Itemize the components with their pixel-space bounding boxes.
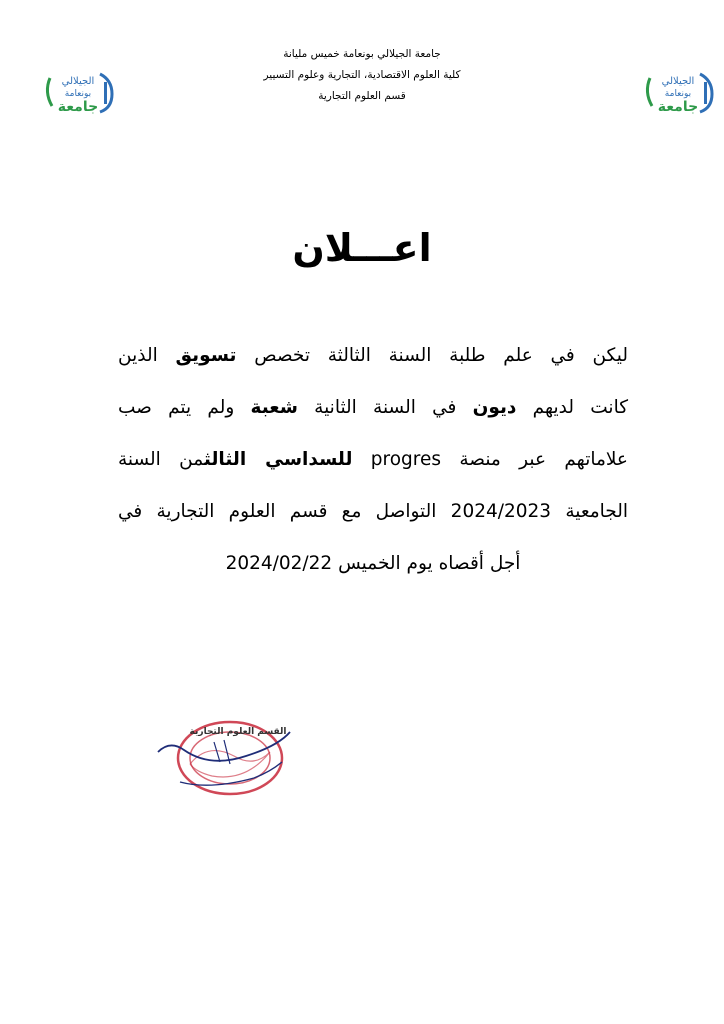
body-line-4: الجامعية 2024/2023 التواصل مع قسم العلوم التجارية في xyxy=(118,501,629,522)
svg-text:بونعامة: بونعامة xyxy=(64,89,92,99)
svg-text:الجيلالي: الجيلالي xyxy=(661,76,695,87)
body-line-5: أجل أقصاه يوم الخميس 2024/02/22 xyxy=(225,553,521,574)
svg-text:جامعة: جامعة xyxy=(57,99,99,115)
university-logo-right xyxy=(638,68,716,116)
department-name: قسم العلوم التجارية xyxy=(318,90,406,102)
svg-text:الجيلالي: الجيلالي xyxy=(61,76,95,87)
announcement-body xyxy=(118,330,628,590)
faculty-name: كلية العلوم الاقتصادية، التجارية وعلوم التسيير xyxy=(263,69,461,81)
department-stamp xyxy=(150,712,300,808)
body-line-2: كانت لديهم ديون في السنة الثانية شعبة ولم يتم صب xyxy=(118,397,629,418)
university-name: جامعة الجيلالي بونعامة خميس مليانة xyxy=(283,48,441,60)
svg-text:القسم العلوم التجارية: القسم العلوم التجارية xyxy=(189,727,287,737)
body-line-3: علاماتهم عبر منصة progres للسداسي الثالثمن السنة xyxy=(118,449,628,470)
svg-text:بونعامة: بونعامة xyxy=(664,89,692,99)
body-line-1: ليكن في علم طلبة السنة الثالثة تخصص تسويق الذين xyxy=(118,345,628,366)
svg-text:جامعة: جامعة xyxy=(657,99,699,115)
announcement-title: اعـــلان xyxy=(292,226,432,270)
document-header xyxy=(180,44,544,107)
university-logo-left xyxy=(38,68,116,116)
